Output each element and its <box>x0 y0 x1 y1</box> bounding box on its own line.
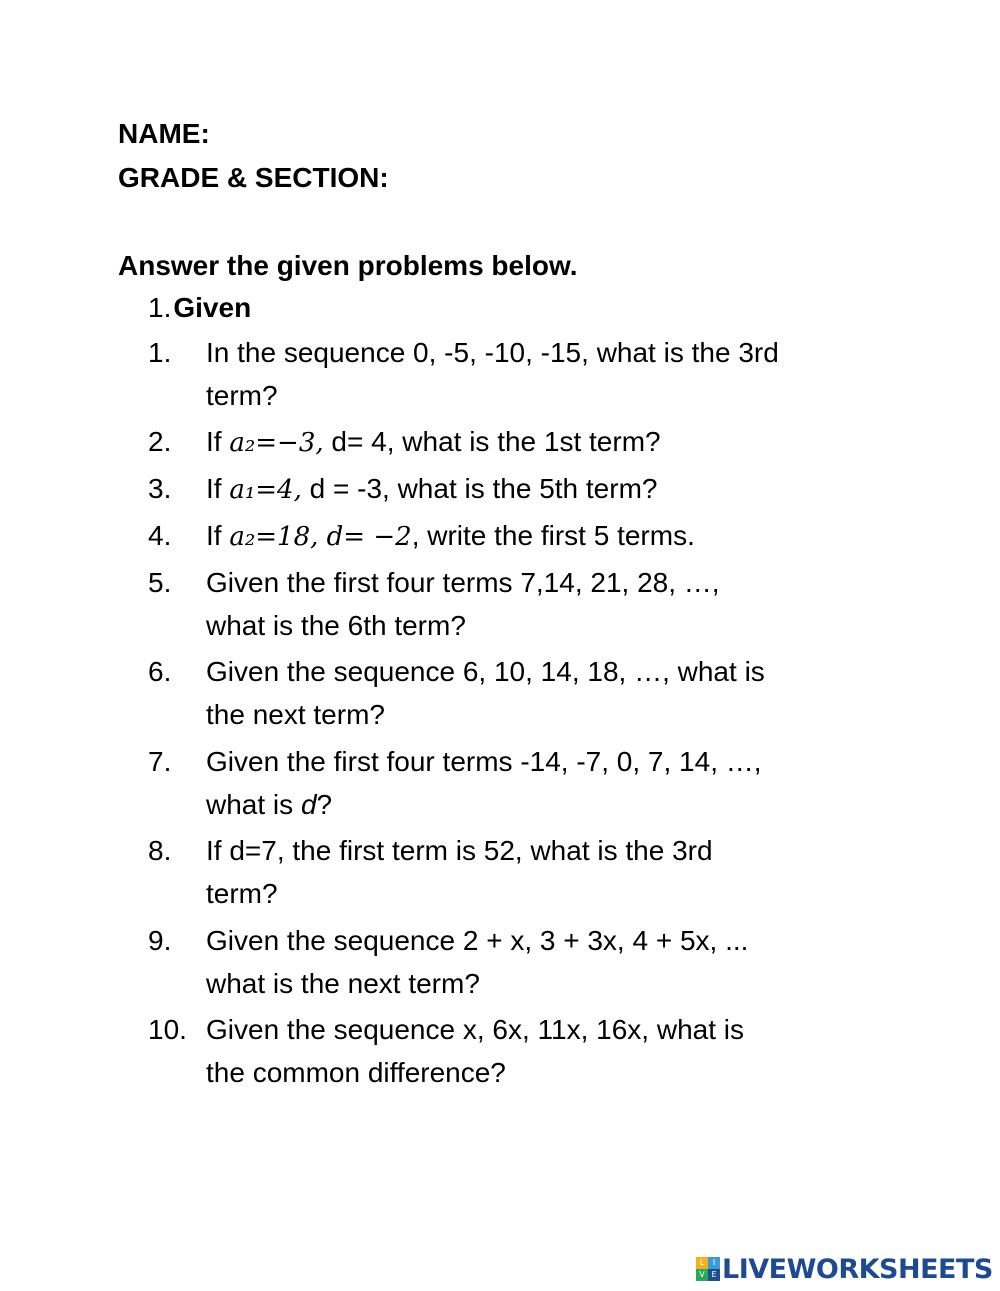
question-text-line1: In the sequence 0, -5, -10, -15, what is the 3rd <box>206 337 779 368</box>
question-number: 4. <box>148 520 172 551</box>
question-number: 1. <box>148 337 172 368</box>
question-8 <box>148 829 888 915</box>
given-number: 1. <box>148 292 172 323</box>
question-2 <box>148 420 888 465</box>
math-expression: a₂=−3, <box>229 428 324 458</box>
question-text-line2 <box>206 783 888 826</box>
question-number: 6. <box>148 656 172 687</box>
question-number: 3. <box>148 473 172 504</box>
question-text <box>206 514 888 559</box>
grade-section-label: GRADE & SECTION: <box>118 162 389 193</box>
logo-letter: I <box>708 1257 720 1269</box>
question-post: d= 4, what is the 1st term? <box>323 426 661 457</box>
question-10 <box>148 1008 888 1094</box>
question-text-line1: Given the first four terms -14, -7, 0, 7, 14, …, <box>206 746 762 777</box>
question-post: , write the first 5 terms. <box>411 520 695 551</box>
question-text-line1: If d=7, the first term is 52, what is the 3rd <box>206 835 713 866</box>
question-text <box>206 467 888 512</box>
question-text-line2: what is the next term? <box>206 968 480 999</box>
question-number: 5. <box>148 567 172 598</box>
logo-letter: E <box>708 1269 720 1281</box>
question-9 <box>148 919 888 1005</box>
question-text-line2: term? <box>206 878 278 909</box>
question-number: 7. <box>148 746 172 777</box>
question-6 <box>148 650 888 736</box>
question-text-line2: what is the 6th term? <box>206 610 466 641</box>
math-expression: a₂=18, d= −2 <box>229 522 412 552</box>
question-3 <box>148 467 888 512</box>
math-expression: a₁=4, <box>229 475 302 505</box>
logo-letter: V <box>696 1269 708 1281</box>
question-1 <box>148 331 888 417</box>
question-post: d = -3, what is the 5th term? <box>301 473 658 504</box>
logo-mark-icon <box>696 1257 720 1281</box>
liveworksheets-logo <box>696 1254 993 1284</box>
variable-d: d <box>300 789 317 820</box>
question-pre: If <box>206 426 230 457</box>
question-number: 2. <box>148 426 172 457</box>
name-label: NAME: <box>118 118 210 149</box>
question-4 <box>148 514 888 559</box>
given-label: Given <box>173 292 252 323</box>
question-text-line1: Given the sequence 6, 10, 14, 18, …, what is <box>206 656 765 687</box>
question-text-line1: Given the sequence x, 6x, 11x, 16x, what is <box>206 1014 745 1045</box>
question-number: 9. <box>148 925 172 956</box>
instructions-heading: Answer the given problems below. <box>118 250 578 281</box>
logo-text: LIVEWORKSHEETS <box>722 1253 993 1285</box>
question-pre: If <box>206 520 230 551</box>
question-pre: If <box>206 473 230 504</box>
question-post: ? <box>316 789 333 820</box>
question-pre: what is <box>206 789 301 820</box>
question-text-line2: term? <box>206 380 278 411</box>
question-text-line2: the common difference? <box>206 1057 506 1088</box>
question-text-line1: Given the first four terms 7,14, 21, 28, …, <box>206 567 720 598</box>
logo-letter: L <box>696 1257 708 1269</box>
question-text <box>206 420 888 465</box>
question-5 <box>148 561 888 647</box>
question-number: 10. <box>148 1014 187 1045</box>
given-heading <box>148 291 251 325</box>
question-text-line2: the next term? <box>206 699 385 730</box>
question-text-line1: Given the sequence 2 + x, 3 + 3x, 4 + 5x, ... <box>206 925 749 956</box>
question-7 <box>148 740 888 826</box>
question-number: 8. <box>148 835 172 866</box>
